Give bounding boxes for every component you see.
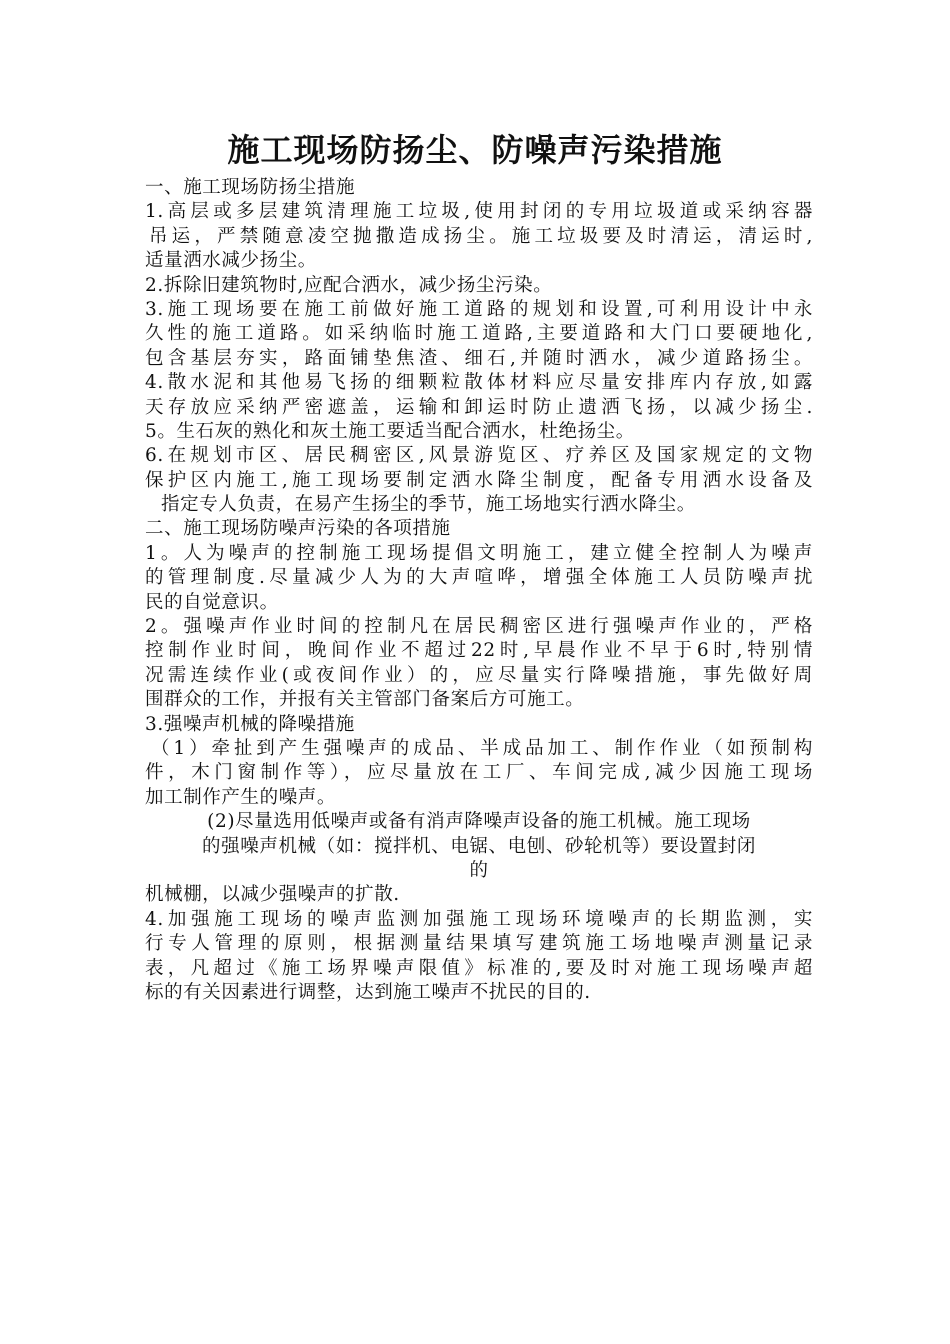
paragraph-line: 4.加强施工现场的噪声监测加强施工现场环境噪声的长期监测，实 xyxy=(145,908,813,930)
paragraph-line: 包含基层夯实，路面铺垫焦渣、细石,并随时洒水，减少道路扬尘。 xyxy=(145,347,813,369)
paragraph-line: 加工制作产生的噪声。 xyxy=(145,786,337,808)
paragraph-line: 标的有关因素进行调整，达到施工噪声不扰民的目的. xyxy=(145,981,591,1003)
paragraph-line: 保护区内施工,施工现场要制定洒水降尘制度，配备专用洒水设备及 xyxy=(145,469,813,491)
paragraph-line: 的强噪声机械（如：搅拌机、电锯、电刨、砂轮机等）要设置封闭 xyxy=(202,835,756,857)
paragraph-line: 控制作业时间，晚间作业不超过22时,早晨作业不早于6时,特别情 xyxy=(145,640,813,662)
subsection-heading: 3.强噪声机械的降噪措施 xyxy=(145,713,355,735)
paragraph-line: 行专人管理的原则，根据测量结果填写建筑施工场地噪声测量记录 xyxy=(145,933,813,955)
paragraph-line: 的管理制度.尽量减少人为的大声喧哗，增强全体施工人员防噪声扰 xyxy=(145,567,813,589)
section-heading-noise: 二、施工现场防噪声污染的各项措施 xyxy=(145,518,451,540)
paragraph-line: 5。生石灰的熟化和灰土施工要适当配合洒水，杜绝扬尘。 xyxy=(145,420,635,442)
paragraph-line: 3.施工现场要在施工前做好施工道路的规划和设置,可利用设计中永 xyxy=(145,298,813,320)
paragraph-line: 表，凡超过《施工场界噪声限值》标准的,要及时对施工现场噪声超 xyxy=(145,957,813,979)
paragraph-line: 民的自觉意识。 xyxy=(145,591,279,613)
paragraph-line: 2。强噪声作业时间的控制凡在居民稠密区进行强噪声作业的，严格 xyxy=(145,616,813,638)
paragraph-line: 吊运，严禁随意凌空抛撒造成扬尘。施工垃圾要及时清运，清运时, xyxy=(149,225,813,247)
paragraph-line: 4.散水泥和其他易飞扬的细颗粒散体材料应尽量安排库内存放,如露 xyxy=(145,372,813,394)
paragraph-line: （1）牵扯到产生强噪声的成品、半成品加工、制作作业（如预制构 xyxy=(151,737,813,759)
paragraph-line: 1.高层或多层建筑清理施工垃圾,使用封闭的专用垃圾道或采纳容器 xyxy=(145,201,813,223)
paragraph-line: 机械棚，以减少强噪声的扩散. xyxy=(145,884,400,906)
document-title: 施工现场防扬尘、防噪声污染措施 xyxy=(227,131,723,169)
document-body xyxy=(145,176,813,1005)
paragraph-line: 6.在规划市区、居民稠密区,风景游览区、疗养区及国家规定的文物 xyxy=(145,445,813,467)
paragraph-line: 1。人为噪声的控制施工现场提倡文明施工，建立健全控制人为噪声 xyxy=(145,542,813,564)
paragraph-line: 适量洒水减少扬尘。 xyxy=(145,250,317,272)
paragraph-line: 况需连续作业(或夜间作业）的，应尽量实行降噪措施，事先做好周 xyxy=(145,664,813,686)
paragraph-line: 围群众的工作，并报有关主管部门备案后方可施工。 xyxy=(145,689,585,711)
paragraph-line: 2.拆除旧建筑物时,应配合洒水，减少扬尘污染。 xyxy=(145,274,553,296)
paragraph-line: 久性的施工道路。如采纳临时施工道路,主要道路和大门口要硬地化, xyxy=(145,323,813,345)
paragraph-line: 件，木门窗制作等），应尽量放在工厂、车间完成,减少因施工现场 xyxy=(145,762,813,784)
paragraph-line: (2)尽量选用低噪声或备有消声降噪声设备的施工机械。施工现场 xyxy=(207,811,751,833)
paragraph-line: 天存放应采纳严密遮盖，运输和卸运时防止遗洒飞扬，以减少扬尘. xyxy=(145,396,813,418)
paragraph-line: 指定专人负责，在易产生扬尘的季节，施工场地实行洒水降尘。 xyxy=(161,494,696,516)
section-heading-dust: 一、施工现场防扬尘措施 xyxy=(145,177,356,198)
paragraph-line: 的 xyxy=(469,859,489,881)
